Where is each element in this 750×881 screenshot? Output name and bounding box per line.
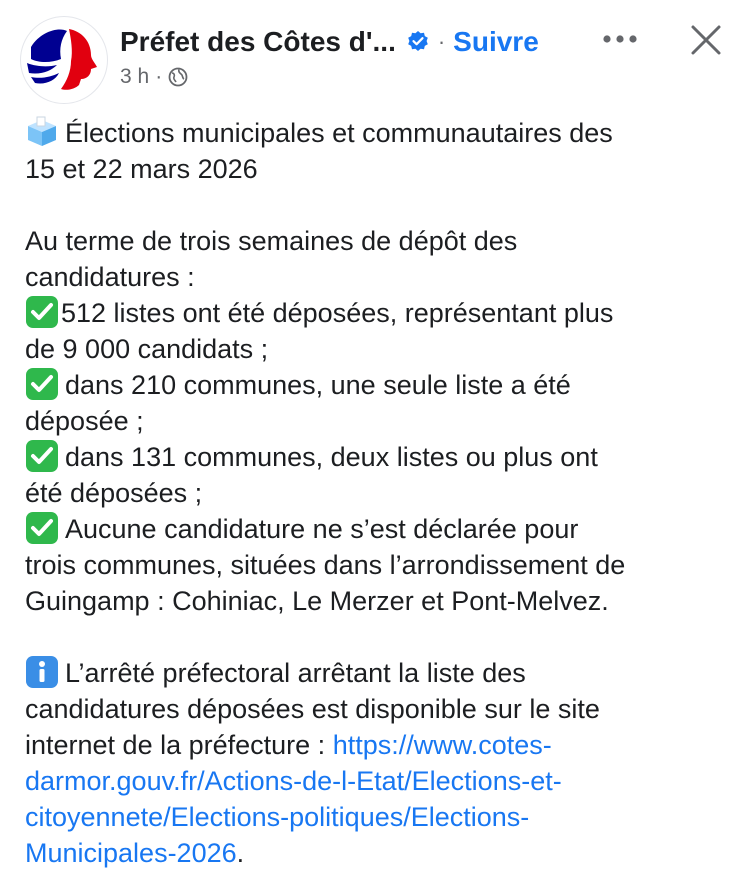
item-2-line-2: déposée ; [25, 406, 144, 436]
item-4-line-2: trois communes, situées dans l’arrondissement de [25, 550, 626, 580]
check-mark-button-icon [25, 440, 59, 472]
marianne-logo-icon [21, 17, 107, 103]
post-line [25, 115, 730, 151]
item-4-line-1: Aucune candidature ne s’est déclarée pour [65, 514, 579, 544]
info-line-2: candidatures déposées est disponible sur le site [25, 694, 600, 724]
post-line [25, 655, 730, 691]
prefecture-link-continued[interactable]: citoyennete/Elections-politiques/Elections- [25, 802, 530, 832]
ballot-box-icon [25, 116, 59, 148]
post-line [25, 439, 730, 475]
post-line [25, 295, 730, 331]
post-time[interactable]: 3 h [120, 65, 150, 88]
verified-badge-icon [406, 30, 430, 54]
globe-icon[interactable] [168, 67, 188, 87]
intro-line-2: candidatures : [25, 262, 195, 292]
post-line [25, 547, 730, 583]
item-2-line-1: dans 210 communes, une seule liste a été [65, 370, 571, 400]
prefecture-link-continued[interactable]: darmor.gouv.fr/Actions-de-l-Etat/Elections-et- [25, 766, 562, 796]
check-mark-button-icon [25, 296, 59, 328]
item-4-line-3: Guingamp : Cohiniac, Le Merzer et Pont-Melvez. [25, 586, 609, 616]
post-line [25, 799, 730, 835]
item-3-line-1: dans 131 communes, deux listes ou plus ont [65, 442, 598, 472]
prefecture-link[interactable]: https://www.cotes- [332, 730, 552, 760]
post-line [25, 835, 730, 871]
item-3-line-2: été déposées ; [25, 478, 203, 508]
post-line [25, 403, 730, 439]
post-line [25, 691, 730, 727]
prefecture-link-continued[interactable]: Municipales-2026 [25, 838, 237, 868]
post-line [25, 223, 730, 259]
follow-button[interactable]: Suivre [453, 26, 539, 57]
close-icon[interactable] [688, 22, 724, 58]
information-icon [25, 656, 59, 688]
intro-line-1: Au terme de trois semaines de dépôt des [25, 226, 518, 256]
post-line [25, 367, 730, 403]
post-line [25, 475, 730, 511]
meta-separator: · [155, 65, 163, 88]
check-mark-button-icon [25, 512, 59, 544]
name-row [120, 24, 539, 60]
more-options-icon[interactable] [600, 26, 640, 52]
post-line [25, 259, 730, 295]
post-line [25, 151, 730, 187]
title-line-2: 15 et 22 mars 2026 [25, 154, 258, 184]
item-1-line-2: de 9 000 candidats ; [25, 334, 269, 364]
title-line-1: Élections municipales et communautaires des [65, 118, 613, 148]
final-period: . [236, 838, 245, 868]
post-meta [120, 64, 188, 90]
item-1-line-1: 512 listes ont été déposées, représentant plus [61, 298, 614, 328]
post-line [25, 727, 730, 763]
page-avatar[interactable] [20, 16, 108, 104]
post-line [25, 583, 730, 619]
post-body [25, 115, 730, 871]
post-line [25, 511, 730, 547]
check-mark-button-icon [25, 368, 59, 400]
info-line-1: L’arrêté préfectoral arrêtant la liste des [65, 658, 526, 688]
post-line [25, 331, 730, 367]
info-line-3: internet de la préfecture : [25, 730, 333, 760]
post-line [25, 763, 730, 799]
post-header [0, 0, 750, 110]
page-name[interactable]: Préfet des Côtes d'... [120, 26, 396, 57]
name-separator: · [437, 29, 446, 54]
